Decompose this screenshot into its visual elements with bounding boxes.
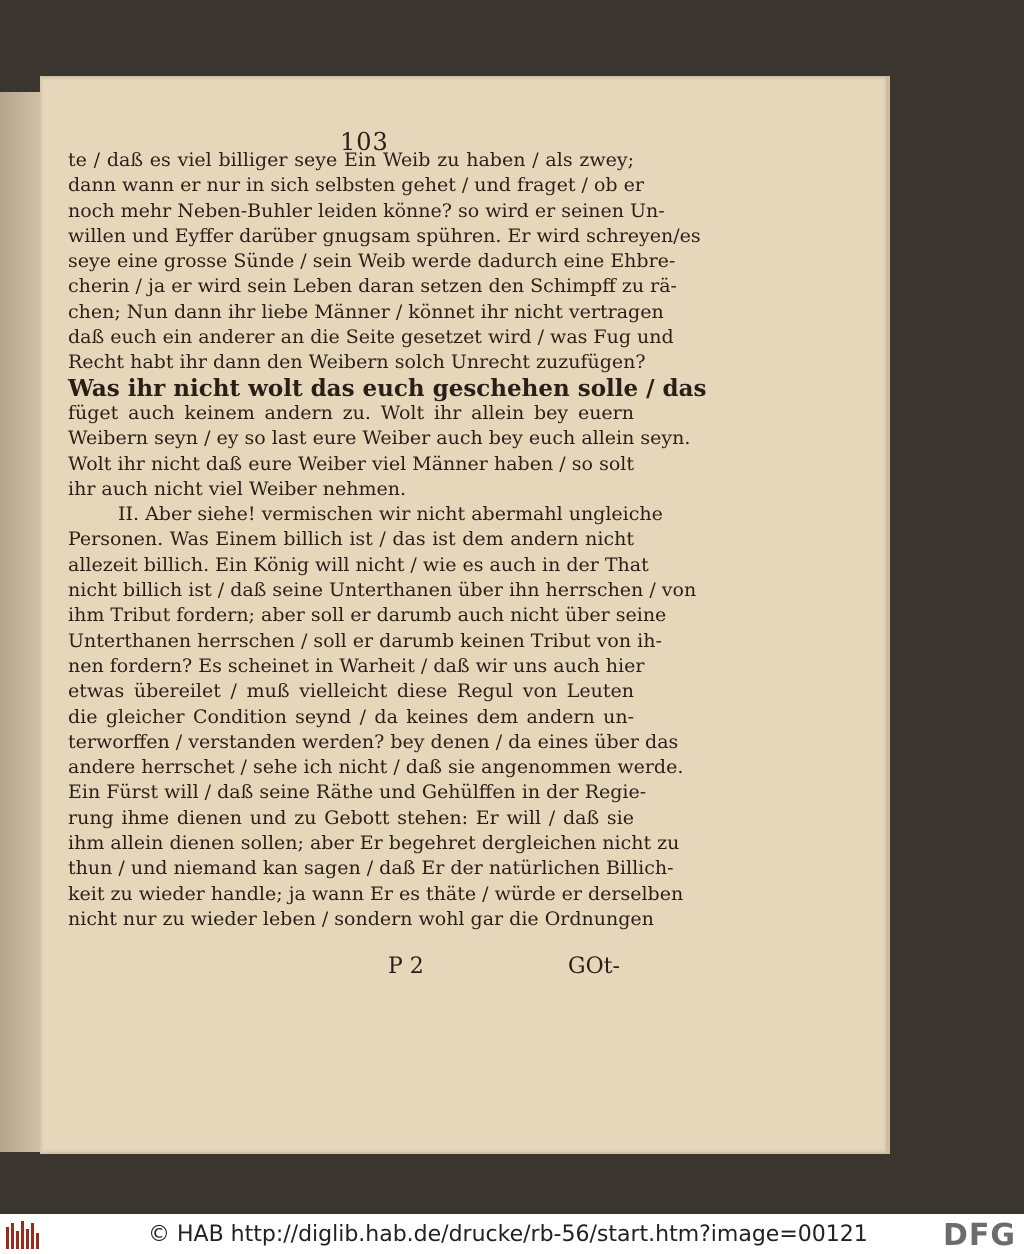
signature-mark: P 2 [388, 954, 424, 979]
footer-bar [0, 1214, 1024, 1254]
text-line: cherin / ja er wird sein Leben daran setzen den Schimpff zu rä- [68, 275, 677, 298]
text-line: noch mehr Neben-Buhler leiden könne? so wird er seinen Un- [68, 199, 665, 222]
dfg-logo: DFG [942, 1218, 1016, 1253]
text-line: Wolt ihr nicht daß eure Weiber viel Männer haben / so solt [68, 452, 634, 475]
text-line: nicht billich ist / daß seine Unterthanen über ihn herrschen / von [68, 579, 697, 602]
text-line: Weibern seyn / ey so last eure Weiber auch bey euch allein seyn. [68, 427, 691, 450]
text-line: II. Aber siehe! vermischen wir nicht abermahl ungleiche [118, 503, 663, 526]
copyright-link[interactable]: © HAB http://diglib.hab.de/drucke/rb-56/start.htm?image=00121 [148, 1221, 868, 1247]
text-line: willen und Eyffer darüber gnugsam spühren. Er wird schreyen/es [68, 224, 701, 247]
text-line: terworffen / verstanden werden? bey denen / da eines über das [68, 730, 679, 753]
catchword: GOt- [568, 954, 620, 979]
previous-page-edge [0, 92, 40, 1152]
text-line: etwas übereilet / muß vielleicht diese Regul von Leuten [68, 680, 634, 703]
text-line: andere herrschet / sehe ich nicht / daß sie angenommen werde. [68, 756, 684, 779]
text-line: Personen. Was Einem billich ist / das ist dem andern nicht [68, 528, 634, 551]
text-line: Was ihr nicht wolt das euch geschehen solle / das [68, 374, 707, 402]
text-line: allezeit billich. Ein König will nicht / wie es auch in der That [68, 553, 649, 576]
text-line: Ein Fürst will / daß seine Räthe und Gehülffen in der Regie- [68, 781, 647, 804]
text-line: thun / und niemand kan sagen / daß Er der natürlichen Billich- [68, 857, 674, 880]
text-line: dann wann er nur in sich selbsten gehet / und fraget / ob er [68, 174, 644, 197]
text-line: seye eine grosse Sünde / sein Weib werde dadurch eine Ehbre- [68, 250, 676, 273]
text-line: nen fordern? Es scheinet in Warheit / daß wir uns auch hier [68, 654, 645, 677]
page-number: 103 [340, 128, 389, 156]
text-line: chen; Nun dann ihr liebe Männer / könnet ihr nicht vertragen [68, 300, 664, 323]
text-line: daß euch ein anderer an die Seite gesetzet wird / was Fug und [68, 326, 674, 349]
library-logo-icon [6, 1219, 40, 1249]
text-line: Unterthanen herrschen / soll er darumb keinen Tribut von ih- [68, 629, 662, 652]
text-line: füget auch keinem andern zu. Wolt ihr allein bey euern [68, 401, 634, 424]
text-line: rung ihme dienen und zu Gebott stehen: Er will / daß sie [68, 806, 634, 829]
text-line: Recht habt ihr dann den Weibern solch Unrecht zuzufügen? [68, 351, 646, 374]
text-line: te / daß es viel billiger seye Ein Weib zu haben / als zwey; [68, 149, 634, 171]
text-line: nicht nur zu wieder leben / sondern wohl gar die Ordnungen [68, 907, 654, 930]
page-text [68, 148, 707, 932]
text-line: ihm allein dienen sollen; aber Er begehret dergleichen nicht zu [68, 832, 680, 855]
text-line: ihm Tribut fordern; aber soll er darumb auch nicht über seine [68, 604, 667, 627]
book-page [40, 76, 890, 1154]
text-line: ihr auch nicht viel Weiber nehmen. [68, 477, 407, 500]
text-line: die gleicher Condition seynd / da keines dem andern un- [68, 705, 634, 728]
text-line: keit zu wieder handle; ja wann Er es thäte / würde er derselben [68, 882, 684, 905]
